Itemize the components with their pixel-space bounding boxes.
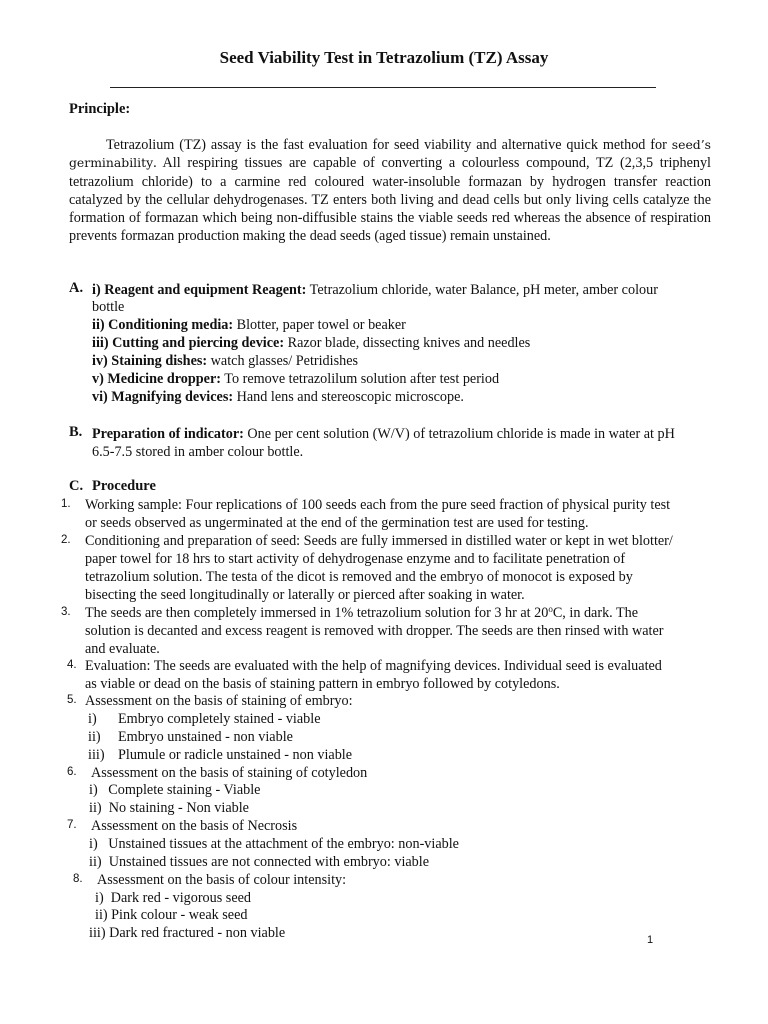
sub-item: Embryo completely stained - viable <box>118 711 321 727</box>
section-c-marker: C. <box>69 478 84 494</box>
sub-numeral: i) <box>88 711 97 727</box>
step-number: 1. <box>61 498 71 510</box>
step-heading: Assessment on the basis of staining of embryo: <box>85 693 353 709</box>
step-line: as viable or dead on the basis of staining pattern in embryo followed by cotyledons. <box>85 676 560 692</box>
section-a-item: v) Medicine dropper: To remove tetrazolilum solution after test period <box>92 371 500 387</box>
section-a-item: ii) Conditioning media: Blotter, paper towel or beaker <box>92 317 406 333</box>
step-heading: Assessment on the basis of colour intensity: <box>97 872 347 888</box>
section-a-item: iv) Staining dishes: watch glasses/ Petridishes <box>92 353 359 369</box>
section-b-marker: B. <box>69 424 83 440</box>
principle-text-c: . All respiring tissues are capable of converting a colourless compound, TZ (2,3,5 triphenyl tetrazolium chloride) to a carmine red coloured water-insoluble formazan by hydrogen transfer reaction catalyzed by the cellular dehydrogenases. TZ enters both living and dead cells but only living cells catalyze the formation of formazan which being non-diffusible stains the viable seeds red whereas the absence of respiration prevents formazan production making the dead seeds (aged tissue) remain unstained. <box>69 155 711 245</box>
step-number: 2. <box>61 534 71 546</box>
sub-item: ii) Unstained tissues are not connected with embryo: viable <box>89 854 430 870</box>
principle-text-b: seed’s germinability <box>69 137 712 171</box>
step-number: 8. <box>73 873 83 885</box>
section-b-line: 6.5-7.5 stored in amber colour bottle. <box>92 444 304 460</box>
step-line: Working sample: Four replications of 100 seeds each from the pure seed fraction of physical purity test <box>85 497 671 513</box>
step-line: Evaluation: The seeds are evaluated with the help of magnifying devices. Individual seed is evaluated <box>85 658 662 674</box>
sub-item: Embryo unstained - non viable <box>118 729 293 745</box>
sub-item: Plumule or radicle unstained - non viable <box>118 747 353 763</box>
step-line: bisecting the seed longitudinally or laterally or pierced after soaking in water. <box>85 587 525 603</box>
sub-item: i) Complete staining - Viable <box>89 782 261 798</box>
section-a-marker: A. <box>69 280 84 296</box>
sub-item: iii) Dark red fractured - non viable <box>89 925 286 941</box>
page-number: 1 <box>647 934 654 946</box>
sub-item: ii) No staining - Non viable <box>89 800 249 816</box>
section-b-line: Preparation of indicator: One per cent solution (W/V) of tetrazolium chloride is made in water at pH <box>92 426 675 442</box>
step-line: or seeds observed as ungerminated at the end of the germination test are used for testing. <box>85 515 589 531</box>
principle-text-a: Tetrazolium (TZ) assay is the fast evaluation for seed viability and alternative quick method for <box>106 137 667 153</box>
sub-item: ii) Pink colour - weak seed <box>95 907 248 923</box>
step-line: solution is decanted and excess reagent is removed with dropper. The seeds are then rinsed with water <box>85 623 664 639</box>
step-line: The seeds are then completely immersed in 1% tetrazolium solution for 3 hr at 20$^o$C, in dark. The <box>85 604 639 621</box>
principle-heading: Principle: <box>69 101 131 117</box>
step-number: 7. <box>67 819 77 831</box>
step-line: and evaluate. <box>85 641 160 657</box>
step-heading: Assessment on the basis of Necrosis <box>91 818 298 834</box>
title-divider <box>110 87 656 88</box>
step-line: Conditioning and preparation of seed: Seeds are fully immersed in distilled water or kept in wet blotter/ <box>85 533 673 549</box>
step-heading: Assessment on the basis of staining of cotyledon <box>91 765 368 781</box>
document-title: Seed Viability Test in Tetrazolium (TZ) Assay <box>219 48 549 67</box>
step-number: 6. <box>67 766 77 778</box>
step-number: 5. <box>67 694 77 706</box>
procedure-heading: Procedure <box>92 478 156 494</box>
step-number: 3. <box>61 606 71 618</box>
sub-item: i) Unstained tissues at the attachment of the embryo: non-viable <box>89 836 459 852</box>
step-number: 4. <box>67 659 77 671</box>
sub-item: i) Dark red - vigorous seed <box>95 890 252 906</box>
step-line: tetrazolium solution. The testa of the dicot is removed and the embryo of monocot is exposed by <box>85 569 633 585</box>
step-line: paper towel for 18 hrs to start activity of dehydrogenase enzyme and to facilitate penetration of <box>85 551 626 567</box>
section-a-item: bottle <box>92 299 125 315</box>
principle-paragraph <box>69 136 711 246</box>
sub-numeral: ii) <box>88 729 101 745</box>
section-a-item: i) Reagent and equipment Reagent: Tetrazolium chloride, water Balance, pH meter, amber colour <box>92 282 658 298</box>
section-a-item: iii) Cutting and piercing device: Razor blade, dissecting knives and needles <box>92 335 531 351</box>
sub-numeral: iii) <box>88 747 105 763</box>
section-a-item: vi) Magnifying devices: Hand lens and stereoscopic microscope. <box>92 389 464 405</box>
